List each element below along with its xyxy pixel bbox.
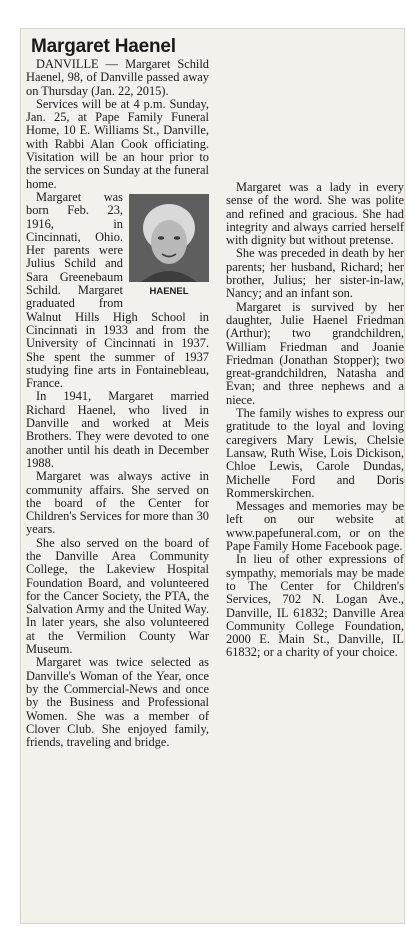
portrait-image — [129, 194, 209, 282]
left-column — [26, 36, 209, 749]
paragraph-memorials: In lieu of other expressions of sympathy, memorials may be made to The Center for Children's Services, 702 N. Logan Ave., Danville, IL 61832; Danville Area Community College Foundation, 2000 E. Main St., Danville, IL 61832; or a charity of your choice. — [226, 552, 404, 660]
paragraph-services: Services will be at 4 p.m. Sunday, Jan. 25, at Pape Family Funeral Home, 10 E. Williams St., Danville, with Rabbi Alan Cook officiating. Visitation will be an hour prior to the services on Sunday at the funeral home. — [26, 96, 209, 191]
photo-caption: HAENEL — [149, 285, 189, 297]
paragraph-character: Margaret was a lady in every sense of the word. She was polite and refined and gracious. She had integrity and always carried herself with dignity but without pretense. — [226, 180, 404, 248]
paragraph-birth-education: Margaret was born Feb. 23, 1916, in Cincinnati, Ohio. Her parents were Julius Schild and Sara Greenebaum Schild. Margaret graduated from Walnut Hills High School in Cincinnati in 1933 and from the University of Cincinnati in 1937. She spent the summer of 1937 studying fine arts in Fontainebleau, France. — [26, 190, 209, 391]
portrait-figure — [129, 194, 209, 298]
right-column — [226, 181, 404, 660]
paragraph-marriage: In 1941, Margaret married Richard Haenel, who lived in Danville and worked at Meis Brothers. They were devoted to one another until his death in December 1988. — [26, 389, 209, 470]
photo-wrap-block — [26, 191, 209, 390]
paragraph-boards: She also served on the board of the Danville Area Community College, the Lakeview Hospital Foundation Board, and volunteered for the Cancer Society, the PTA, the Salvation Army and the United Way. In later years, she also volunteered at the Vermilion County War Museum. — [26, 535, 209, 657]
paragraph-messages: Messages and memories may be left on our website at www.papefuneral.com, or on the Pape Family Home Facebook page. — [226, 499, 404, 554]
paragraph-woman-of-year: Margaret was twice selected as Danville's Woman of the Year, once by the Commercial-News and once by the Business and Professional Women. She was a member of Clover Club. She enjoyed family, friends, traveling and bridge. — [26, 655, 209, 750]
portrait-photo — [129, 194, 209, 282]
paragraph-survived: Margaret is survived by her daughter, Julie Haenel Friedman (Arthur); two grandchildren, William Friedman and Joanie Friedman (Jonathan Stopper); two great-grandchildren, Natasha and Evan; and three nephews and a niece. — [226, 299, 404, 407]
obituary-headline: Margaret Haenel — [31, 36, 176, 57]
paragraph-gratitude: The family wishes to express our gratitude to the loyal and loving caregivers Mary Lewis, Chelsie Lansaw, Ruth Wise, Lois Dickison, Chloe Lewis, Carole Dundas, Michelle Ford and Doris Rommerskirchen. — [226, 406, 404, 500]
paragraph-community: Margaret was always active in community affairs. She served on the board of the Center for Children's Services for more than 30 years. — [26, 469, 209, 537]
paragraph-preceded: She was preceded in death by her parents; her husband, Richard; her brother, Julius; her sister-in-law, Nancy; and an infant son. — [226, 246, 404, 301]
paragraph-dateline: DANVILLE — Margaret Schild Haenel, 98, of Danville passed away on Thursday (Jan. 22, 2015). — [26, 57, 209, 98]
